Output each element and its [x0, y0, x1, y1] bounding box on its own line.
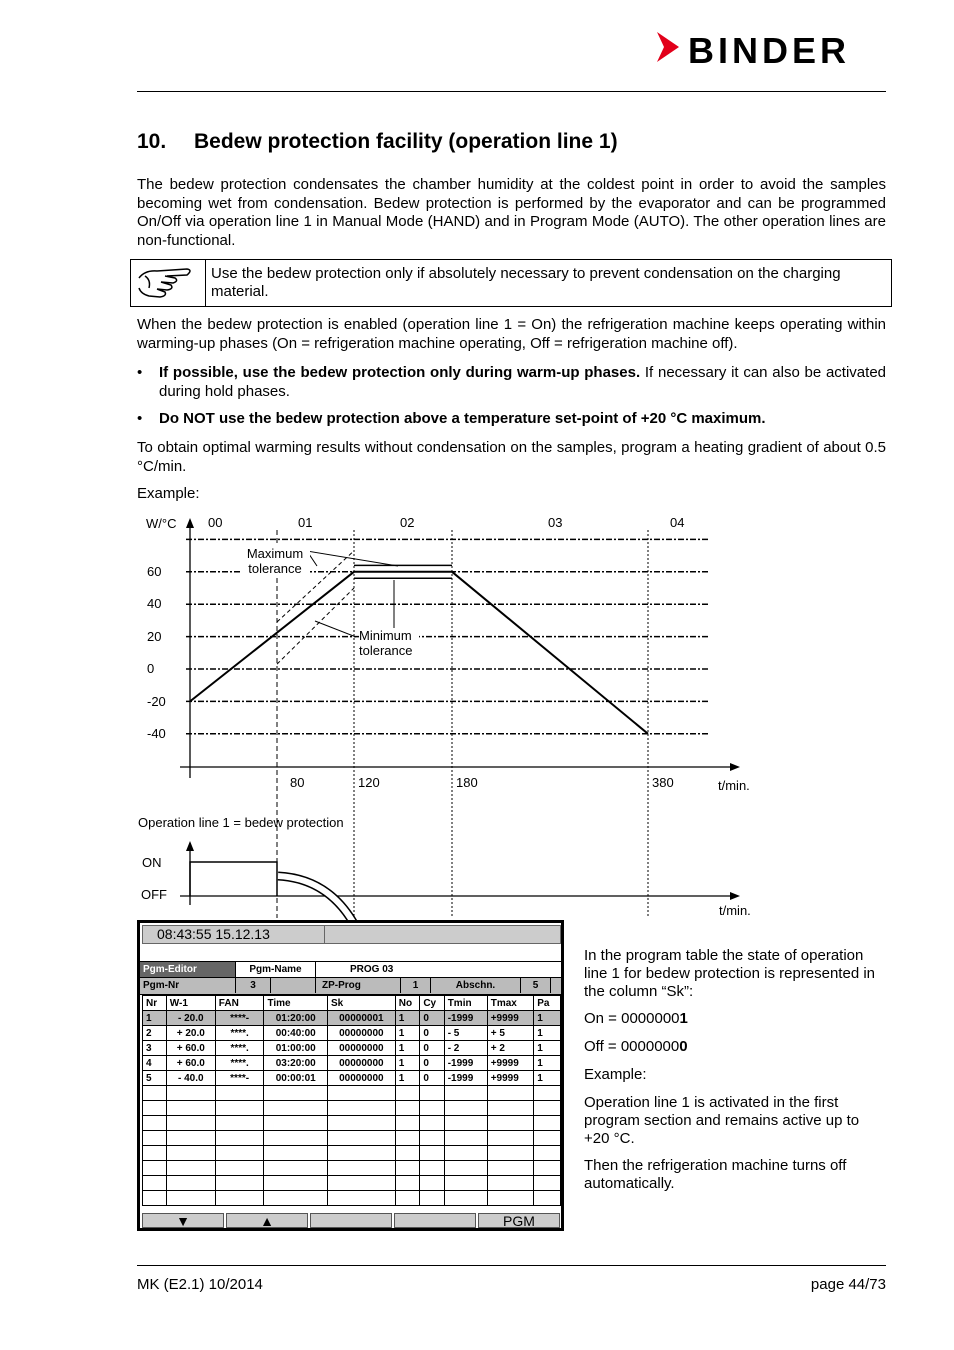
- table-cell[interactable]: 1: [395, 1071, 420, 1086]
- empty-row[interactable]: [143, 1191, 561, 1206]
- abschn-value[interactable]: 5: [521, 978, 551, 993]
- bullet-bold: Do NOT use the bedew protection above a temperature set-point of +20 °C maximum.: [159, 410, 766, 427]
- min-tolerance-label: Minimum tolerance: [359, 628, 419, 658]
- table-cell[interactable]: [534, 1161, 561, 1176]
- zp-prog-label: ZP-Prog: [316, 978, 401, 993]
- table-cell[interactable]: + 2: [487, 1041, 533, 1056]
- table-cell[interactable]: [328, 1191, 396, 1206]
- table-cell[interactable]: [420, 1161, 444, 1176]
- table-cell[interactable]: +9999: [487, 1056, 533, 1071]
- table-cell[interactable]: [534, 1116, 561, 1131]
- y-axis-label: W/°C: [146, 516, 177, 531]
- table-cell[interactable]: - 2: [444, 1041, 487, 1056]
- bullet-item: [137, 410, 886, 429]
- op-x-axis-label: t/min.: [719, 903, 751, 918]
- table-cell[interactable]: + 60.0: [166, 1041, 215, 1056]
- empty-row[interactable]: [143, 1086, 561, 1101]
- table-cell[interactable]: 1: [534, 1071, 561, 1086]
- op-y-arrow-icon: [186, 841, 194, 851]
- table-cell[interactable]: +9999: [487, 1011, 533, 1026]
- table-cell[interactable]: [328, 1086, 396, 1101]
- table-cell[interactable]: [487, 1146, 533, 1161]
- table-cell[interactable]: 1: [395, 1041, 420, 1056]
- table-cell[interactable]: [166, 1086, 215, 1101]
- table-cell[interactable]: [166, 1191, 215, 1206]
- pointing-hand-icon: [131, 260, 206, 306]
- table-cell[interactable]: 00000001: [328, 1011, 396, 1026]
- table-cell[interactable]: [143, 1161, 167, 1176]
- table-row[interactable]: [143, 1056, 561, 1071]
- table-cell[interactable]: 01:00:00: [264, 1041, 328, 1056]
- table-cell[interactable]: 0: [420, 1071, 444, 1086]
- blank-cell: [271, 978, 316, 993]
- y-axis-arrow-icon: [186, 518, 194, 528]
- scroll-up-button[interactable]: [226, 1213, 308, 1228]
- table-cell[interactable]: 1: [534, 1011, 561, 1026]
- table-cell[interactable]: [420, 1146, 444, 1161]
- x-tick-label: 80: [290, 775, 305, 790]
- empty-row[interactable]: [143, 1161, 561, 1176]
- table-cell[interactable]: 1: [534, 1056, 561, 1071]
- table-cell[interactable]: [444, 1176, 487, 1191]
- off-bit: 0: [679, 1038, 688, 1055]
- table-cell[interactable]: Sk: [328, 996, 396, 1011]
- table-cell[interactable]: 00000000: [328, 1056, 396, 1071]
- table-cell[interactable]: Tmax: [487, 996, 533, 1011]
- table-cell[interactable]: [534, 1146, 561, 1161]
- table-cell[interactable]: [444, 1116, 487, 1131]
- table-cell[interactable]: ****-: [215, 1011, 264, 1026]
- table-cell[interactable]: 0: [420, 1011, 444, 1026]
- table-row[interactable]: [143, 1011, 561, 1026]
- table-cell[interactable]: 0: [420, 1026, 444, 1041]
- table-cell[interactable]: No: [395, 996, 420, 1011]
- program-table: [142, 995, 561, 1206]
- table-cell[interactable]: [420, 1131, 444, 1146]
- table-cell[interactable]: [143, 1116, 167, 1131]
- max-tolerance-label: Maximum tolerance: [240, 546, 310, 576]
- table-cell[interactable]: 1: [395, 1026, 420, 1041]
- table-cell[interactable]: [534, 1191, 561, 1206]
- table-cell[interactable]: - 20.0: [166, 1011, 215, 1026]
- table-cell[interactable]: [328, 1176, 396, 1191]
- pgm-button[interactable]: PGM: [478, 1213, 560, 1228]
- abschn-label: Abschn.: [431, 978, 521, 993]
- section-heading: [137, 130, 618, 154]
- table-cell[interactable]: 5: [143, 1071, 167, 1086]
- side-example: Example:: [584, 1066, 647, 1083]
- table-cell[interactable]: 00:00:01: [264, 1071, 328, 1086]
- side-p1: In the program table the state of operation line 1 for bedew protection is represented in the column “Sk”:: [584, 947, 876, 1000]
- table-cell[interactable]: [395, 1101, 420, 1116]
- table-cell[interactable]: [487, 1191, 533, 1206]
- table-cell[interactable]: ****.: [215, 1026, 264, 1041]
- table-cell[interactable]: [444, 1101, 487, 1116]
- empty-row[interactable]: [143, 1131, 561, 1146]
- table-cell[interactable]: [166, 1161, 215, 1176]
- table-cell[interactable]: 0: [420, 1056, 444, 1071]
- empty-row[interactable]: [143, 1176, 561, 1191]
- table-cell[interactable]: [444, 1086, 487, 1101]
- table-cell[interactable]: -1999: [444, 1056, 487, 1071]
- footer-divider: [137, 1265, 886, 1266]
- min-tolerance-line: [277, 588, 354, 664]
- y-tick-label: 20: [147, 629, 162, 644]
- table-cell[interactable]: [215, 1146, 264, 1161]
- table-cell[interactable]: [166, 1131, 215, 1146]
- table-row[interactable]: [143, 1071, 561, 1086]
- table-cell[interactable]: [328, 1101, 396, 1116]
- table-cell[interactable]: [215, 1191, 264, 1206]
- page-number: page 44/73: [810, 1276, 886, 1293]
- paragraph-2: When the bedew protection is enabled (operation line 1 = On) the refrigeration machine keeps operating within warming-up phases (On = refrigeration machine operating, Off = refrigeration machine off).: [137, 316, 886, 352]
- table-cell[interactable]: [328, 1146, 396, 1161]
- table-cell[interactable]: [487, 1161, 533, 1176]
- table-cell[interactable]: [143, 1191, 167, 1206]
- table-cell[interactable]: [444, 1131, 487, 1146]
- table-cell[interactable]: [264, 1116, 328, 1131]
- pgm-nr-value[interactable]: 3: [236, 978, 271, 993]
- table-cell[interactable]: Nr: [143, 996, 167, 1011]
- table-cell[interactable]: [395, 1176, 420, 1191]
- table-cell[interactable]: FAN: [215, 996, 264, 1011]
- table-cell[interactable]: [166, 1146, 215, 1161]
- y-tick-label: -20: [147, 694, 166, 709]
- table-cell[interactable]: Time: [264, 996, 328, 1011]
- table-cell[interactable]: [215, 1131, 264, 1146]
- side-p2: Operation line 1 is activated in the first program section and remains active up to +20 °C.: [584, 1094, 860, 1147]
- x-tick-label: 180: [456, 775, 478, 790]
- section-label: 01: [298, 515, 313, 530]
- table-cell[interactable]: [487, 1131, 533, 1146]
- pgm-name-value[interactable]: PROG 03: [350, 964, 394, 975]
- empty-row[interactable]: [143, 1146, 561, 1161]
- logo-mark-icon: [655, 30, 681, 64]
- table-cell[interactable]: [215, 1101, 264, 1116]
- intro-paragraph: The bedew protection condensates the chamber humidity at the coldest point in order to avoid the samples becoming wet from condensation. Bedew protection is performed by the evaporator and can be programmed On/Off via operation line 1 in Manual Mode (HAND) and in Program Mode (AUTO). The other operation lines are non-functional.: [137, 176, 886, 249]
- x-axis-arrow-icon: [730, 763, 740, 771]
- zp-prog-value[interactable]: 1: [401, 978, 431, 993]
- table-cell[interactable]: ****.: [215, 1041, 264, 1056]
- table-cell[interactable]: [487, 1116, 533, 1131]
- table-row[interactable]: [143, 1026, 561, 1041]
- table-cell[interactable]: [487, 1176, 533, 1191]
- table-cell[interactable]: 00:40:00: [264, 1026, 328, 1041]
- side-p3: Then the refrigeration machine turns off automatically.: [584, 1157, 847, 1192]
- table-cell[interactable]: 1: [143, 1011, 167, 1026]
- table-cell[interactable]: [215, 1116, 264, 1131]
- table-cell[interactable]: [395, 1146, 420, 1161]
- table-cell[interactable]: Cy: [420, 996, 444, 1011]
- op-x-arrow-icon: [730, 892, 740, 900]
- table-cell[interactable]: + 60.0: [166, 1056, 215, 1071]
- table-cell[interactable]: ****-: [215, 1071, 264, 1086]
- note-box: [130, 259, 892, 307]
- table-cell[interactable]: [534, 1101, 561, 1116]
- table-cell[interactable]: [420, 1101, 444, 1116]
- table-cell[interactable]: 3: [143, 1041, 167, 1056]
- table-cell[interactable]: 1: [395, 1011, 420, 1026]
- table-cell[interactable]: [264, 1101, 328, 1116]
- arrow-down-icon: ▼: [176, 1213, 190, 1229]
- table-cell[interactable]: [264, 1161, 328, 1176]
- side-on: [584, 1010, 884, 1028]
- bullet-item: [137, 364, 886, 401]
- side-off: [584, 1038, 884, 1056]
- table-cell[interactable]: [215, 1086, 264, 1101]
- table-cell[interactable]: [143, 1086, 167, 1101]
- setpoint-line: [190, 572, 648, 734]
- table-cell[interactable]: W-1: [166, 996, 215, 1011]
- table-cell[interactable]: [143, 1146, 167, 1161]
- table-cell[interactable]: 00000000: [328, 1026, 396, 1041]
- table-cell[interactable]: [264, 1191, 328, 1206]
- table-cell[interactable]: [143, 1101, 167, 1116]
- table-cell[interactable]: 00000000: [328, 1071, 396, 1086]
- softkey-4[interactable]: [394, 1213, 476, 1228]
- table-cell[interactable]: - 40.0: [166, 1071, 215, 1086]
- table-cell[interactable]: [264, 1131, 328, 1146]
- section-label: 00: [208, 515, 223, 530]
- table-cell[interactable]: [328, 1161, 396, 1176]
- table-cell[interactable]: [420, 1191, 444, 1206]
- table-cell[interactable]: 2: [143, 1026, 167, 1041]
- table-cell[interactable]: - 5: [444, 1026, 487, 1041]
- section-title: Bedew protection facility (operation line 1): [194, 130, 618, 153]
- y-tick-label: -40: [147, 726, 166, 741]
- min-tolerance-pointer: [315, 621, 356, 637]
- header-divider: [137, 91, 886, 92]
- table-cell[interactable]: [328, 1131, 396, 1146]
- table-cell[interactable]: [487, 1086, 533, 1101]
- table-cell[interactable]: + 20.0: [166, 1026, 215, 1041]
- table-cell[interactable]: 01:20:00: [264, 1011, 328, 1026]
- off-code-label: Off = 0000000: [584, 1038, 680, 1055]
- table-cell[interactable]: [444, 1161, 487, 1176]
- table-cell[interactable]: [264, 1086, 328, 1101]
- table-cell[interactable]: [395, 1191, 420, 1206]
- table-cell[interactable]: 1: [395, 1056, 420, 1071]
- x-tick-label: 120: [358, 775, 380, 790]
- on-bit: 1: [679, 1010, 688, 1027]
- off-label: OFF: [141, 887, 167, 902]
- empty-row[interactable]: [143, 1101, 561, 1116]
- y-tick-label: 40: [147, 596, 162, 611]
- table-cell[interactable]: [215, 1176, 264, 1191]
- softkey-3[interactable]: [310, 1213, 392, 1228]
- table-cell[interactable]: 00000000: [328, 1041, 396, 1056]
- editor-header-row: [140, 961, 561, 978]
- table-row[interactable]: [143, 1041, 561, 1056]
- section-label: 02: [400, 515, 415, 530]
- pgm-name-label: Pgm-Name: [236, 962, 316, 977]
- table-cell[interactable]: Pa: [534, 996, 561, 1011]
- y-tick-label: 0: [147, 661, 155, 676]
- bullet-list: [137, 364, 886, 429]
- table-cell[interactable]: 4: [143, 1056, 167, 1071]
- status-bar: [324, 925, 561, 944]
- x-axis-label: t/min.: [718, 778, 750, 793]
- table-cell[interactable]: [215, 1161, 264, 1176]
- table-cell[interactable]: ****.: [215, 1056, 264, 1071]
- table-cell[interactable]: 03:20:00: [264, 1056, 328, 1071]
- table-cell[interactable]: [166, 1176, 215, 1191]
- footer-version: MK (E2.1) 10/2014: [137, 1276, 263, 1293]
- table-cell[interactable]: [264, 1176, 328, 1191]
- table-header-row[interactable]: [143, 996, 561, 1011]
- table-cell[interactable]: -1999: [444, 1071, 487, 1086]
- section-label: 03: [548, 515, 563, 530]
- table-cell[interactable]: [395, 1086, 420, 1101]
- table-cell[interactable]: [444, 1191, 487, 1206]
- example-label: Example:: [137, 485, 200, 502]
- pgm-editor-tab[interactable]: Pgm-Editor: [140, 962, 236, 977]
- editor-info-row: [140, 977, 561, 995]
- max-tolerance-pointer: [307, 551, 398, 566]
- side-text: [584, 947, 884, 1202]
- table-cell[interactable]: [143, 1131, 167, 1146]
- y-tick-label: 60: [147, 564, 162, 579]
- logo-text: BINDER: [688, 30, 851, 71]
- operation-line-title: Operation line 1 = bedew protection: [138, 815, 344, 830]
- pgm-nr-label: Pgm-Nr: [140, 978, 236, 993]
- table-cell[interactable]: [487, 1101, 533, 1116]
- on-code-label: On = 0000000: [584, 1010, 680, 1027]
- table-cell[interactable]: [534, 1086, 561, 1101]
- table-cell[interactable]: [395, 1131, 420, 1146]
- table-cell[interactable]: [420, 1116, 444, 1131]
- program-editor-screen: [137, 920, 564, 1231]
- note-text: Use the bedew protection only if absolutely necessary to prevent condensation on the charging material.: [211, 265, 841, 300]
- section-number: 10.: [137, 130, 167, 153]
- table-cell[interactable]: [328, 1116, 396, 1131]
- table-cell[interactable]: [395, 1116, 420, 1131]
- table-cell[interactable]: [395, 1161, 420, 1176]
- table-cell[interactable]: 1: [534, 1041, 561, 1056]
- x-tick-label: 380: [652, 775, 674, 790]
- table-cell[interactable]: [534, 1176, 561, 1191]
- table-cell[interactable]: [534, 1131, 561, 1146]
- empty-row[interactable]: [143, 1116, 561, 1131]
- table-cell[interactable]: [143, 1176, 167, 1191]
- paragraph-3: To obtain optimal warming results without condensation on the samples, program a heating gradient of about 0.5 °C/min.: [137, 439, 886, 475]
- table-cell[interactable]: [420, 1176, 444, 1191]
- table-cell[interactable]: [420, 1086, 444, 1101]
- table-cell[interactable]: 1: [534, 1026, 561, 1041]
- section-label: 04: [670, 515, 685, 530]
- table-cell[interactable]: [264, 1146, 328, 1161]
- table-cell[interactable]: [444, 1146, 487, 1161]
- table-cell[interactable]: 0: [420, 1041, 444, 1056]
- table-cell[interactable]: Tmin: [444, 996, 487, 1011]
- bullet-rest: If necessary it can also be activated during hold phases.: [159, 364, 887, 400]
- bullet-bold: If possible, use the bedew protection only during warm-up phases.: [159, 364, 641, 381]
- table-cell[interactable]: + 5: [487, 1026, 533, 1041]
- table-cell[interactable]: +9999: [487, 1071, 533, 1086]
- pointer-arrow-outline: [278, 876, 375, 920]
- operation-line-signal: [190, 862, 277, 896]
- arrow-up-icon: ▲: [260, 1213, 274, 1229]
- table-cell[interactable]: [166, 1116, 215, 1131]
- on-label: ON: [142, 855, 162, 870]
- scroll-down-button[interactable]: [142, 1213, 224, 1228]
- table-cell[interactable]: [166, 1101, 215, 1116]
- table-cell[interactable]: -1999: [444, 1011, 487, 1026]
- clock-display: 08:43:55 15.12.13: [142, 925, 336, 944]
